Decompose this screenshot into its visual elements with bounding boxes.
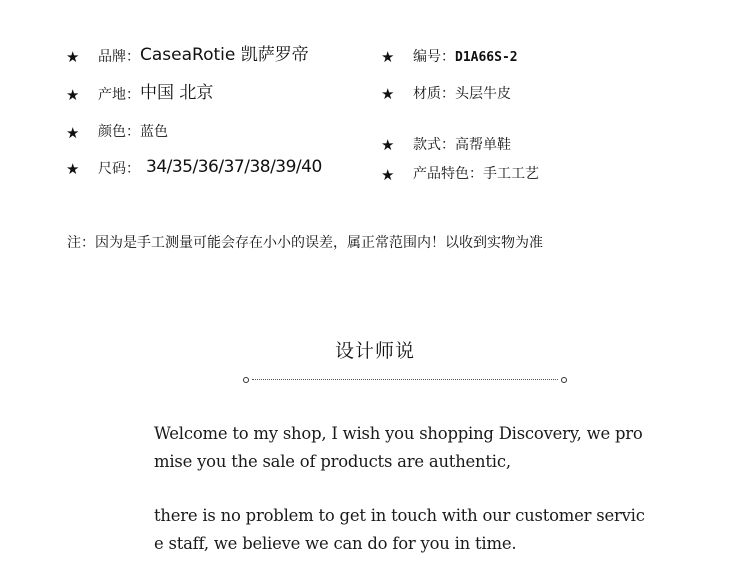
star-icon: ★ <box>66 86 80 104</box>
spec-label: 款式： <box>413 137 455 153</box>
star-icon: ★ <box>381 136 395 154</box>
measurement-note: 注：因为是手工测量可能会存在小小的误差，属正常范围内！以收到实物为准 <box>67 235 543 251</box>
spec-value: CaseaRotie 凯萨罗帝 <box>140 45 309 65</box>
spec-label: 尺码： <box>98 161 140 177</box>
spec-code <box>413 50 518 64</box>
spec-label: 颜色： <box>98 124 140 140</box>
divider-dot-icon <box>243 377 249 383</box>
spec-color <box>98 125 168 139</box>
star-icon: ★ <box>381 166 395 184</box>
star-icon: ★ <box>381 85 395 103</box>
star-icon: ★ <box>381 48 395 66</box>
title-divider <box>243 376 567 384</box>
section-title: 设计师说 <box>334 340 415 362</box>
spec-origin <box>98 83 214 103</box>
spec-label: 品牌： <box>98 49 140 65</box>
star-icon: ★ <box>66 160 80 178</box>
spec-value: 手工工艺 <box>483 166 539 182</box>
spec-label: 编号： <box>413 49 455 65</box>
spec-value: 中国 北京 <box>140 83 214 103</box>
spec-value: 34/35/36/37/38/39/40 <box>146 157 322 177</box>
designer-paragraph: there is no problem to get in touch with our customer service staff, we believe we can do for you in time. <box>154 506 645 553</box>
spec-label: 材质： <box>413 86 455 102</box>
spec-value: 头层牛皮 <box>455 86 511 102</box>
spec-label: 产地： <box>98 87 140 103</box>
divider-line <box>252 379 558 380</box>
spec-features <box>413 167 539 181</box>
star-icon: ★ <box>66 124 80 142</box>
spec-value: 蓝色 <box>140 124 168 140</box>
spec-material <box>413 87 511 101</box>
spec-brand <box>98 45 309 65</box>
spec-style <box>413 138 511 152</box>
designer-paragraph: Welcome to my shop, I wish you shopping Discovery, we promise you the sale of products are authentic, <box>154 424 643 471</box>
spec-size <box>98 157 322 177</box>
spec-label: 产品特色： <box>413 166 483 182</box>
divider-dot-icon <box>561 377 567 383</box>
star-icon: ★ <box>66 48 80 66</box>
spec-value: D1A66S-2 <box>455 50 518 65</box>
spec-value: 高帮单鞋 <box>455 137 511 153</box>
